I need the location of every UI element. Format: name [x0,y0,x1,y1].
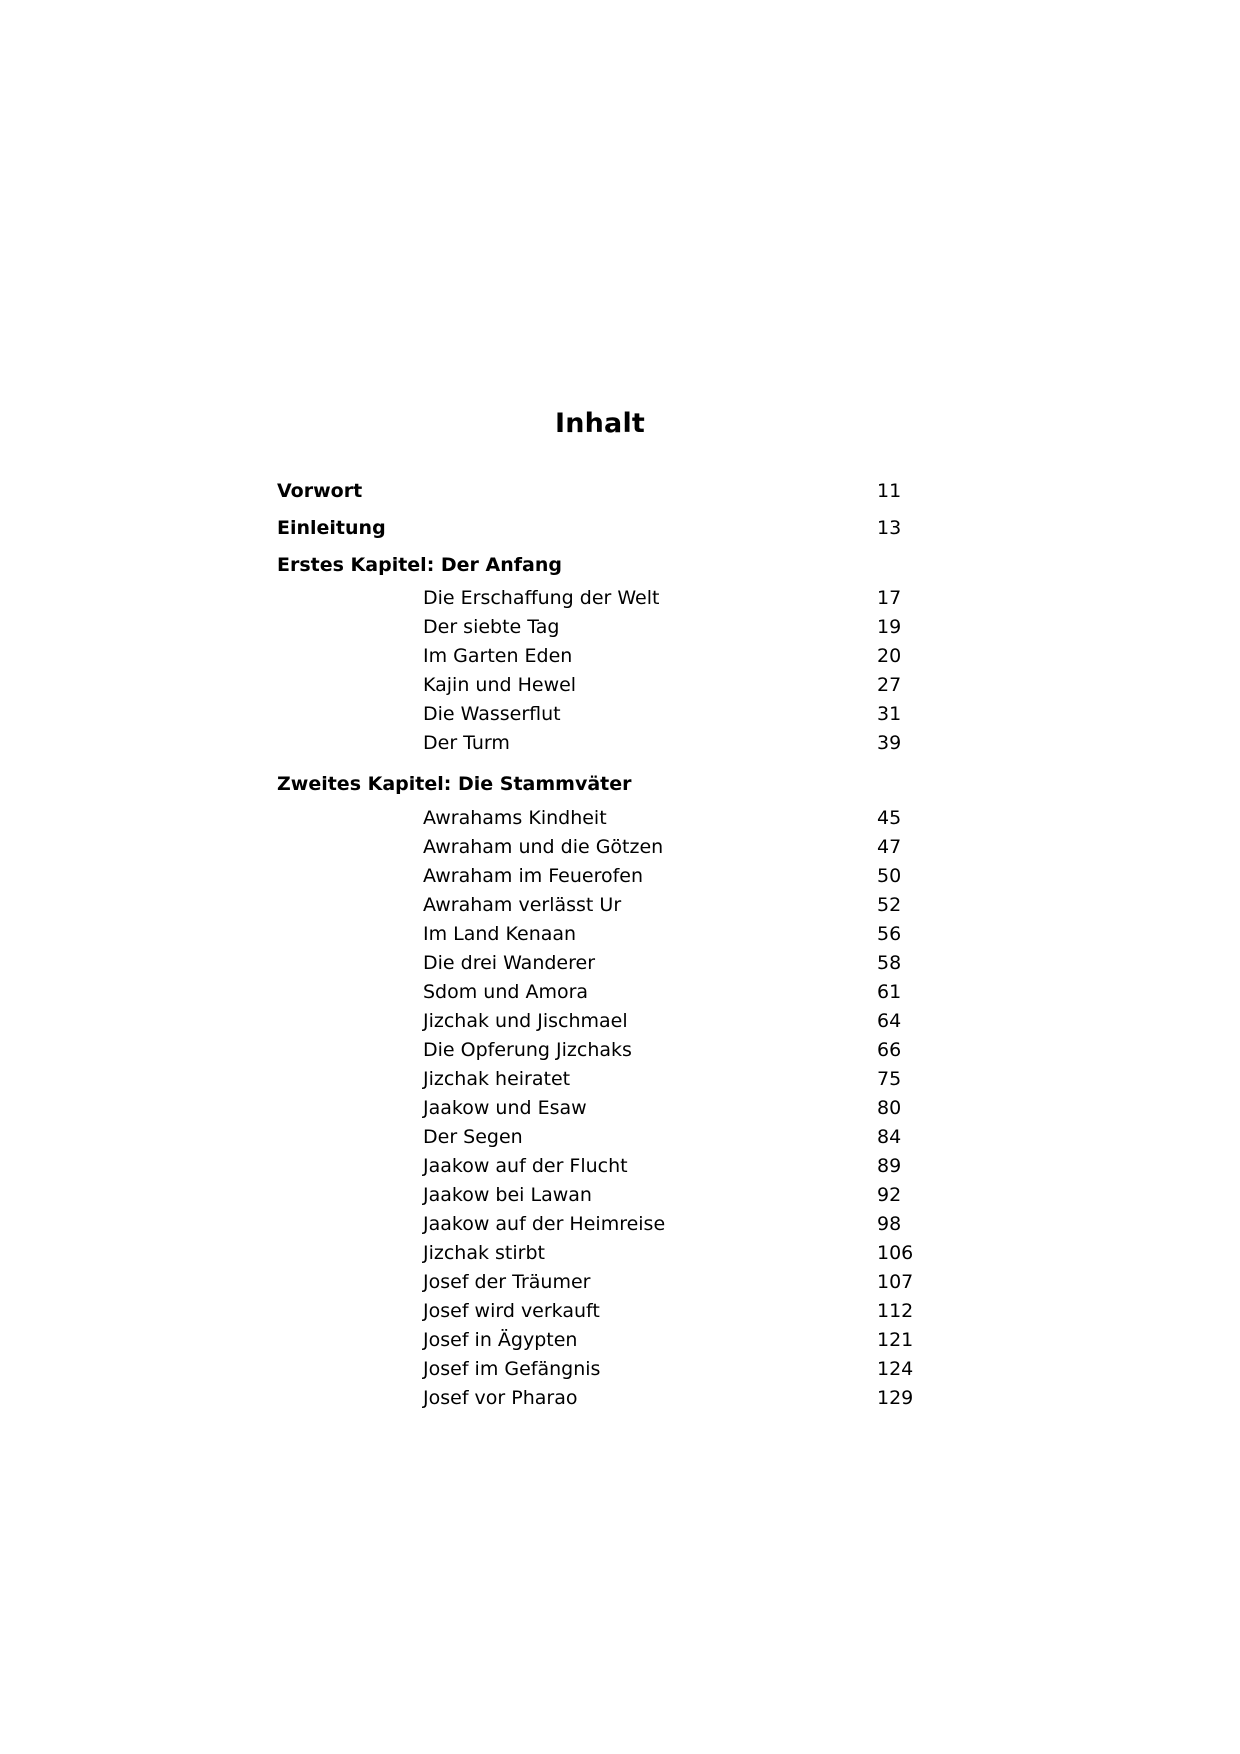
toc-entry-label: Die Opferung Jizchaks [423,1039,632,1061]
toc-entry-label: Awraham verlässt Ur [423,894,622,916]
toc-page-number: 61 [877,981,902,1003]
toc-entry [277,584,937,613]
toc-page-number: 11 [877,480,902,502]
toc-entry [277,804,937,833]
toc-entry [277,1326,937,1355]
toc-entry [277,891,937,920]
toc-page-number: 17 [877,587,902,609]
toc-page-number: 121 [877,1329,914,1351]
toc-entry [277,862,937,891]
toc-entry-label: Sdom und Amora [423,981,589,1003]
toc-entry [277,833,937,862]
toc-entry-label: Die Wasserflut [423,703,561,725]
toc-entry [277,1181,937,1210]
toc-heading-einleitung [277,514,937,543]
toc-page-number: 19 [877,616,902,638]
toc-entry [277,1268,937,1297]
toc-page-number: 80 [877,1097,902,1119]
toc-page-number: 20 [877,645,902,667]
toc-entry [277,700,937,729]
toc-entry-label: Josef im Gefängnis [423,1358,601,1380]
toc-entry-label: Josef vor Pharao [423,1387,578,1409]
toc-page-number: 129 [877,1387,914,1409]
toc-entry [277,671,937,700]
toc-entry-label: Josef der Träumer [423,1271,591,1293]
toc-entry-label: Im Land Kenaan [423,923,577,945]
toc-page-number: 58 [877,952,902,974]
toc-page-number: 106 [877,1242,914,1264]
toc-entry-label: Die Erschaffung der Welt [423,587,660,609]
toc-page-number: 112 [877,1300,914,1322]
toc-page-number: 89 [877,1155,902,1177]
toc-page-number: 50 [877,865,902,887]
toc-page-number: 27 [877,674,902,696]
toc-page-number: 45 [877,807,902,829]
toc-entry [277,949,937,978]
toc-entry-label: Der Turm [423,732,510,754]
toc-entry [277,1210,937,1239]
toc-entry [277,1007,937,1036]
toc-entry-label: Josef in Ägypten [423,1329,578,1351]
toc-chapter-1-heading [277,551,937,580]
toc-page-number: 56 [877,923,902,945]
toc-page-number: 31 [877,703,902,725]
toc-entry-label: Awrahams Kindheit [423,807,607,829]
toc-entry [277,1239,937,1268]
toc-entry [277,1384,937,1413]
toc-page-number: 66 [877,1039,902,1061]
toc-entry-label: Jaakow bei Lawan [423,1184,592,1206]
toc-entry-label: Jizchak heiratet [423,1068,571,1090]
toc-entry-label: Josef wird verkauft [423,1300,600,1322]
toc-entry [277,1094,937,1123]
page-title: Inhalt [554,408,646,439]
toc-entry [277,1036,937,1065]
toc-heading-label: Erstes Kapitel: Der Anfang [277,554,562,576]
toc-entry-label: Jizchak und Jischmael [423,1010,628,1032]
toc-entry [277,729,937,758]
toc-page-number: 84 [877,1126,902,1148]
toc-entry-label: Im Garten Eden [423,645,573,667]
toc-heading-vorwort [277,477,937,506]
toc-entry [277,1355,937,1384]
toc-page-number: 124 [877,1358,914,1380]
toc-entry-label: Jaakow auf der Flucht [423,1155,628,1177]
toc-page-number: 92 [877,1184,902,1206]
toc-entry-label: Awraham und die Götzen [423,836,664,858]
toc-entry [277,642,937,671]
toc-page-number: 52 [877,894,902,916]
toc-entry-label: Die drei Wanderer [423,952,596,974]
toc-entry-label: Jizchak stirbt [423,1242,545,1264]
toc-page-number: 98 [877,1213,902,1235]
toc-entry-label: Awraham im Feuerofen [423,865,644,887]
toc-entry-label: Der siebte Tag [423,616,560,638]
toc-entry-label: Jaakow und Esaw [423,1097,587,1119]
toc-entry [277,1123,937,1152]
toc-entry [277,920,937,949]
toc-entry [277,978,937,1007]
toc-entry [277,1152,937,1181]
toc-page-number: 75 [877,1068,902,1090]
toc-entry-label: Jaakow auf der Heimreise [423,1213,666,1235]
toc-page-number: 39 [877,732,902,754]
toc-entry-label: Kajin und Hewel [423,674,577,696]
toc-page-number: 47 [877,836,902,858]
toc-entry [277,1065,937,1094]
toc-heading-label: Zweites Kapitel: Die Stammväter [277,773,632,795]
toc-entry-label: Der Segen [423,1126,523,1148]
toc-page-number: 107 [877,1271,914,1293]
toc-entry [277,613,937,642]
toc-heading-label: Vorwort [277,480,363,502]
toc-page-number: 13 [877,517,902,539]
toc-chapter-2-heading [277,770,937,799]
toc-heading-label: Einleitung [277,517,386,539]
toc-entry [277,1297,937,1326]
toc-page-number: 64 [877,1010,902,1032]
